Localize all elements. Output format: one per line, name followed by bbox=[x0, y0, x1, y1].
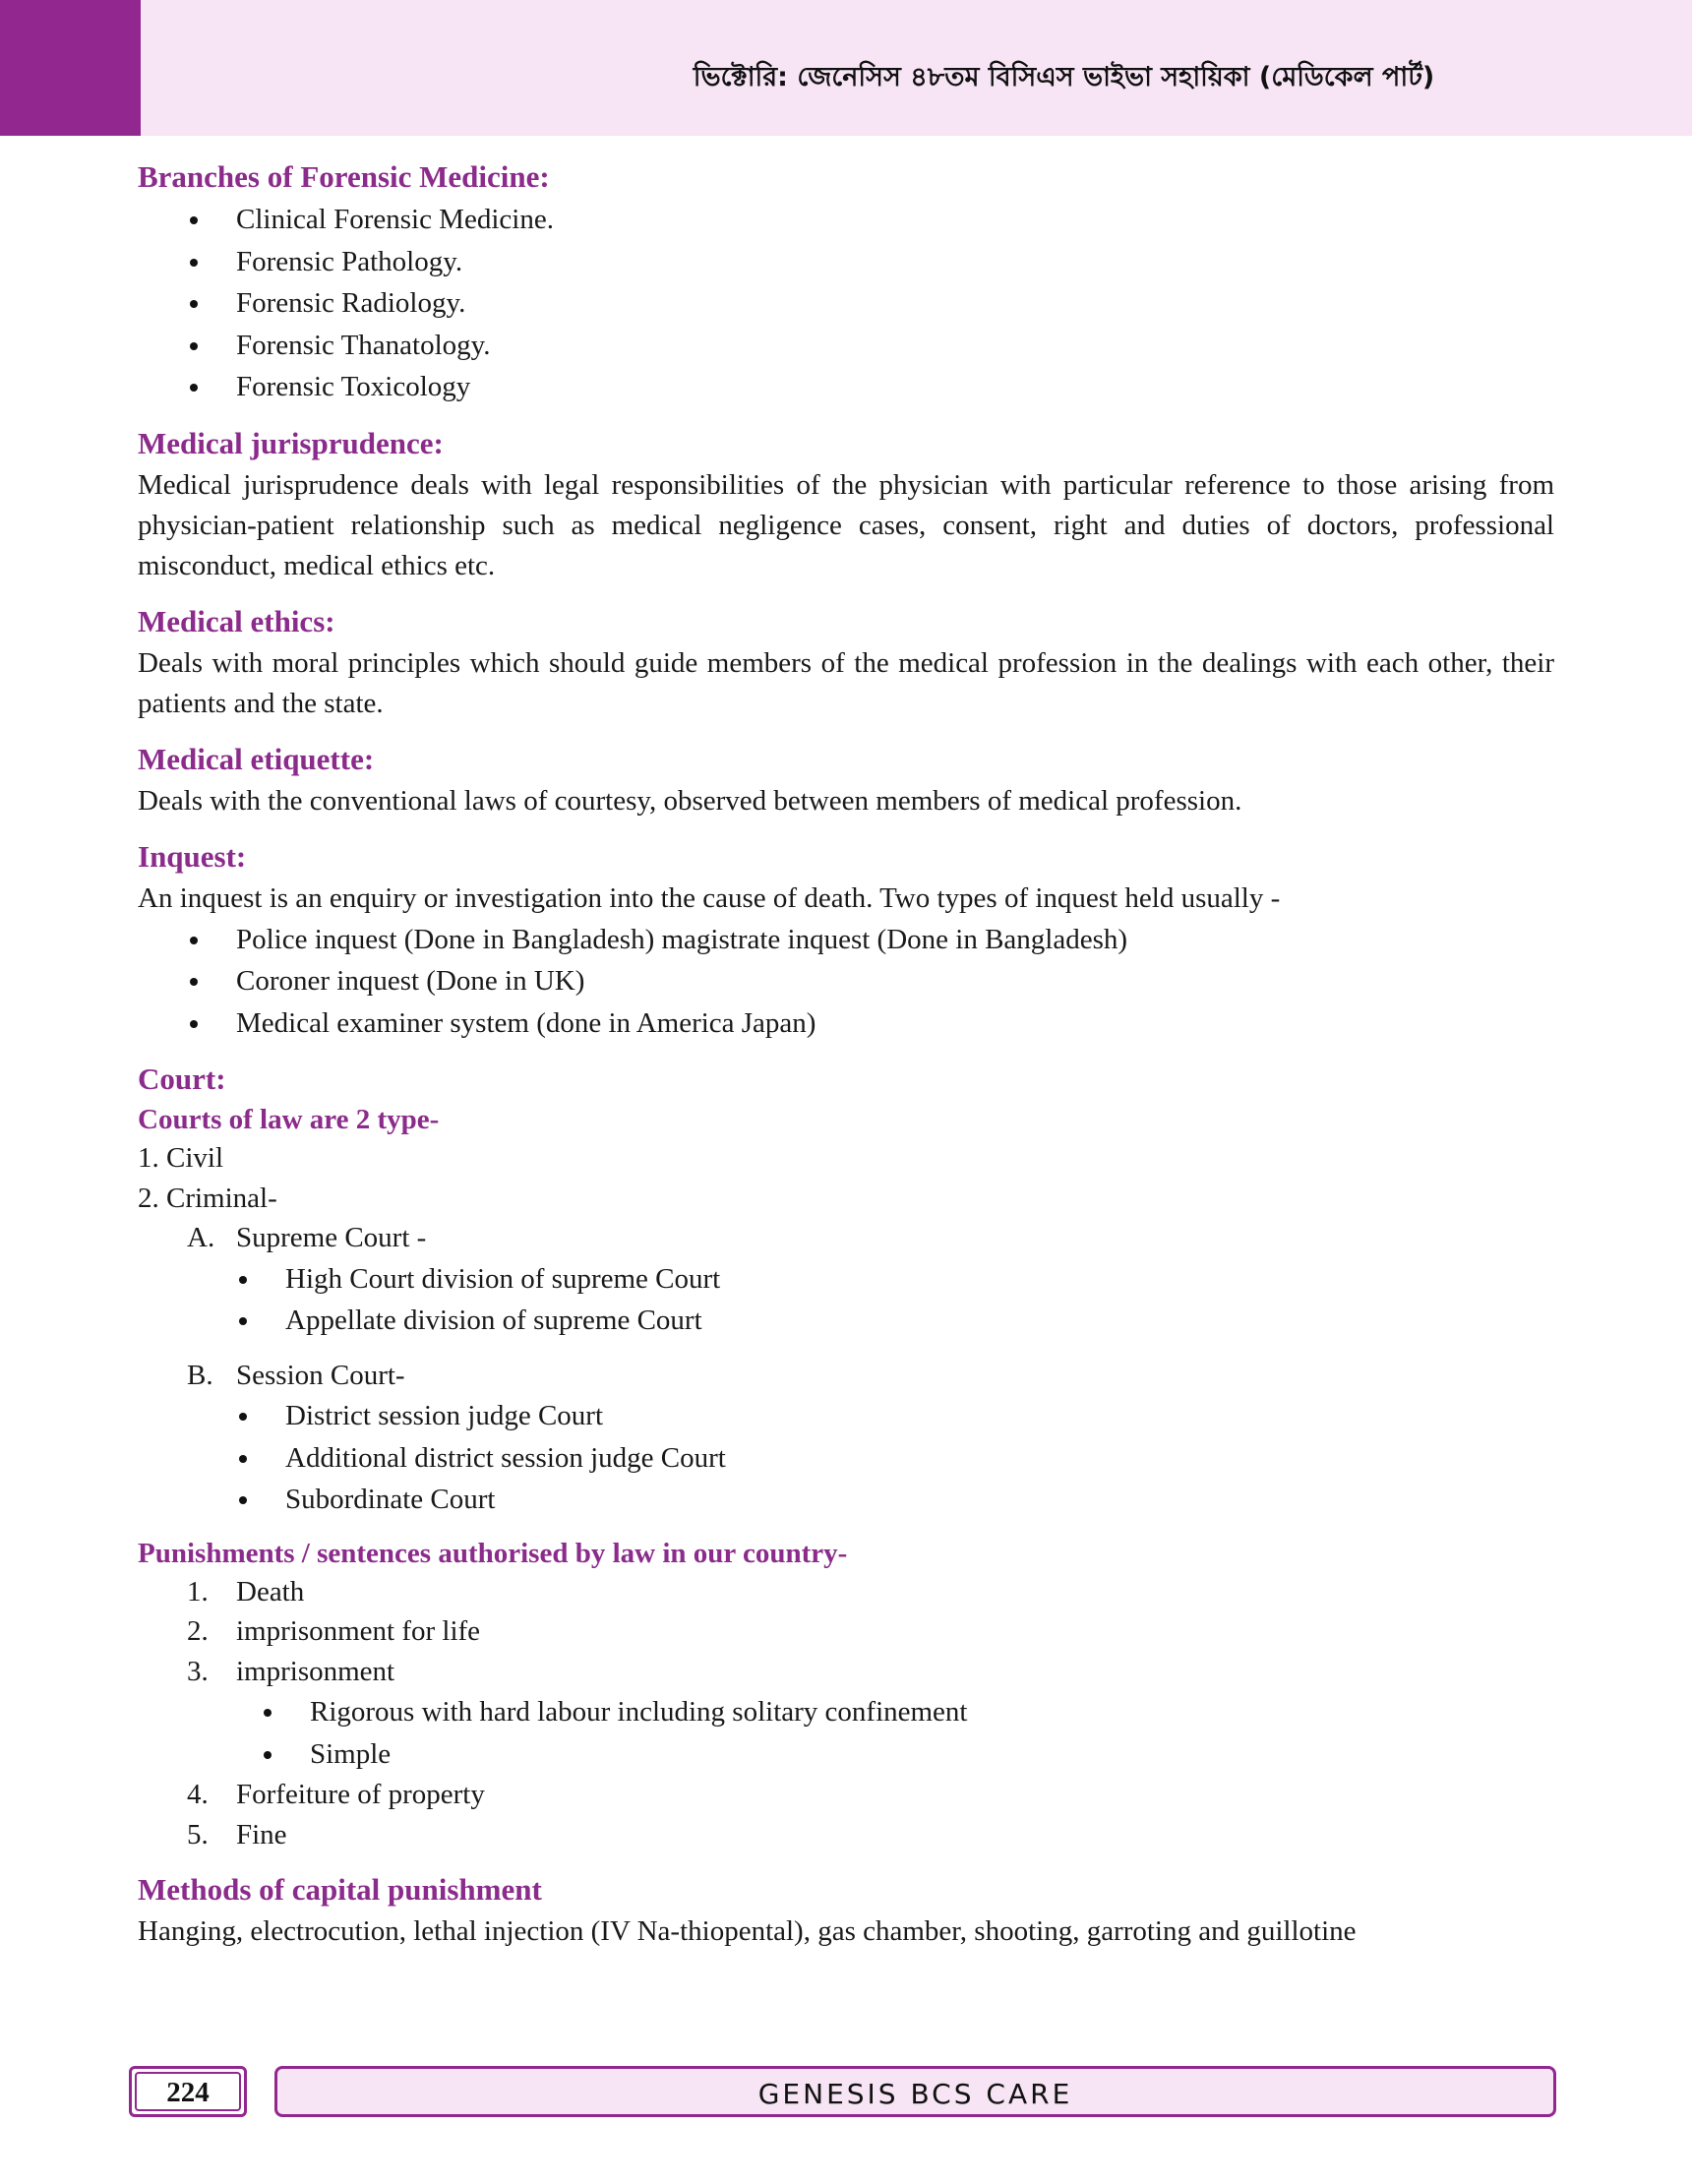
list-item bbox=[138, 1611, 1554, 1652]
court-heading: Court: bbox=[138, 1062, 226, 1096]
list-marker: A. bbox=[187, 1222, 215, 1253]
page-number: 224 bbox=[166, 2077, 210, 2108]
branches-heading: Branches of Forensic Medicine: bbox=[138, 159, 550, 194]
page-number-box bbox=[129, 2066, 247, 2117]
supreme-court-item bbox=[138, 1218, 1554, 1258]
imprisonment-types-list bbox=[138, 1691, 1554, 1775]
list-item bbox=[138, 1775, 1554, 1815]
list-item: Subordinate Court bbox=[138, 1479, 1554, 1521]
list-item: Forensic Thanatology. bbox=[138, 325, 1554, 367]
list-marker: 1. bbox=[187, 1575, 209, 1608]
list-marker: 2. bbox=[187, 1615, 209, 1647]
list-item: Police inquest (Done in Bangladesh) magistrate inquest (Done in Bangladesh) bbox=[138, 919, 1554, 961]
inquest-heading: Inquest: bbox=[138, 838, 247, 874]
capital-punishment-text: Hanging, electrocution, lethal injection (IV Na-thiopental), gas chamber, shooting, garroting and guillotine bbox=[138, 1915, 1357, 1947]
footer-brand: GENESIS BCS CARE bbox=[757, 2078, 1073, 2110]
supreme-court-list bbox=[138, 1258, 1554, 1342]
list-item: High Court division of supreme Court bbox=[138, 1258, 1554, 1301]
capital-punishment-heading: Methods of capital punishment bbox=[138, 1872, 542, 1907]
page-content bbox=[138, 155, 1554, 1952]
punishment-label: imprisonment bbox=[236, 1655, 395, 1687]
list-item: Coroner inquest (Done in UK) bbox=[138, 960, 1554, 1002]
list-item: Forensic Toxicology bbox=[138, 366, 1554, 408]
list-item: Rigorous with hard labour including solitary confinement bbox=[138, 1691, 1554, 1733]
court-subheading: Courts of law are 2 type- bbox=[138, 1104, 440, 1135]
list-marker: 5. bbox=[187, 1818, 209, 1850]
list-item: Clinical Forensic Medicine. bbox=[138, 199, 1554, 241]
supreme-court-label: Supreme Court - bbox=[236, 1222, 427, 1253]
list-item: Simple bbox=[138, 1733, 1554, 1776]
list-item: Forensic Pathology. bbox=[138, 241, 1554, 283]
punishments-heading: Punishments / sentences authorised by law in our country- bbox=[138, 1537, 848, 1569]
list-item: Medical examiner system (done in America Japan) bbox=[138, 1002, 1554, 1045]
inquest-text: An inquest is an enquiry or investigation into the cause of death. Two types of inquest held usually - bbox=[138, 881, 1281, 914]
list-item: Additional district session judge Court bbox=[138, 1437, 1554, 1480]
session-court-item bbox=[138, 1356, 1554, 1396]
etiquette-text: Deals with the conventional laws of courtesy, observed between members of medical profession. bbox=[138, 784, 1242, 817]
list-item: Forensic Radiology. bbox=[138, 282, 1554, 325]
etiquette-heading: Medical etiquette: bbox=[138, 741, 375, 776]
list-marker: 4. bbox=[187, 1779, 209, 1810]
list-marker: 3. bbox=[187, 1655, 209, 1687]
footer-brand-bar bbox=[274, 2066, 1556, 2117]
punishment-label: imprisonment for life bbox=[236, 1615, 481, 1647]
session-court-list bbox=[138, 1395, 1554, 1521]
ethics-heading: Medical ethics: bbox=[138, 603, 335, 638]
list-item bbox=[138, 1572, 1554, 1612]
list-marker: B. bbox=[187, 1359, 213, 1391]
header-accent-tab bbox=[0, 0, 141, 136]
punishment-label: Forfeiture of property bbox=[236, 1779, 485, 1810]
ethics-text: Deals with moral principles which should guide members of the medical profession in the dealings with each other, their patients and the state. bbox=[138, 646, 1554, 719]
header-title: ভিক্টোরি: জেনেসিস ৪৮তম বিসিএস ভাইভা সহায়িকা (মেডিকেল পার্ট) bbox=[693, 62, 1435, 92]
branches-list bbox=[138, 199, 1554, 408]
list-item: District session judge Court bbox=[138, 1395, 1554, 1437]
jurisprudence-heading: Medical jurisprudence: bbox=[138, 425, 444, 460]
court-civil: 1. Civil bbox=[138, 1142, 224, 1174]
list-item: Appellate division of supreme Court bbox=[138, 1300, 1554, 1342]
punishment-label: Death bbox=[236, 1575, 305, 1608]
jurisprudence-text: Medical jurisprudence deals with legal responsibilities of the physician with particular reference to those arising from physician-patient relationship such as medical negligence cases, consent, right and duties of doctors, professional misconduct, medical ethics etc. bbox=[138, 468, 1554, 581]
session-court-label: Session Court- bbox=[236, 1359, 405, 1391]
inquest-list bbox=[138, 919, 1554, 1045]
punishment-label: Fine bbox=[236, 1818, 287, 1850]
list-item bbox=[138, 1815, 1554, 1855]
list-item bbox=[138, 1652, 1554, 1692]
court-criminal: 2. Criminal- bbox=[138, 1182, 277, 1214]
